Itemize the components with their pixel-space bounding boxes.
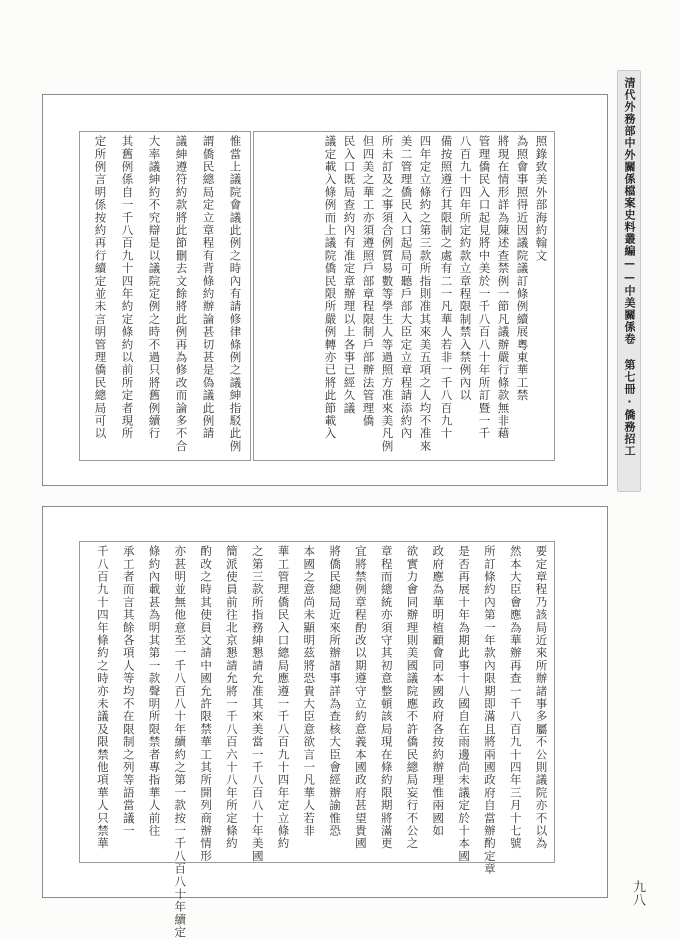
top-document-panel bbox=[42, 94, 608, 486]
text-column: 所未訂及之事須合例質易數等學生人等過照方准來美凡例 bbox=[380, 135, 395, 453]
text-column: 其舊例係自一千八百九十四年約定條約以前所定者現所 bbox=[120, 135, 135, 440]
text-column: 政府應為華明植顧會同本國政府各按約辦理惟兩國如 bbox=[431, 545, 446, 838]
text-column: 但四美之華工亦須遵照戶部章程限制戶部辦法管理僑 bbox=[361, 135, 376, 428]
text-column: 欲實力會同辦理則美國議院應不許僑民總局妄行不公之 bbox=[405, 545, 420, 850]
text-column: 千八百九十四年條約之時亦未議及限禁他項華人只禁華 bbox=[95, 545, 110, 850]
text-column: 議定載入條例而上議院僑民限所嚴例轉亦已將此節載入 bbox=[323, 135, 338, 440]
text-column: 管理僑民入口起見將中美於一千八百八十年所訂暨一千 bbox=[477, 135, 492, 440]
text-column: 華工管理僑民入口總局應遵一千八百九十四年定立條約 bbox=[276, 545, 291, 850]
text-column: 四年定立條約之第三款所指則准其來美五項之人均不准來 bbox=[418, 135, 433, 453]
text-column: 然本大臣會應為華辦再查一千八百九十四年三月十七號 bbox=[508, 545, 523, 850]
text-column: 定所例言明係按約再行續定並未言明管理僑民總局可以 bbox=[93, 135, 108, 440]
text-column: 民入口既局查約內有准定章辦理以上各事已經久議 bbox=[342, 135, 357, 415]
text-column: 為照會事照得近因議院議訂條例續展粵東華工禁 bbox=[515, 135, 530, 402]
text-column: 簡派使員前往北京懇請允將一千八百六十八年所定條約 bbox=[224, 545, 239, 850]
text-column: 之第三款所指務紳懇請允准其來美當一千八百八十年美國 bbox=[250, 545, 265, 863]
text-column: 章程而總統亦須守其初意整頓該局現在條約限期將滿更 bbox=[379, 545, 394, 850]
text-column: 亦甚明並無他意至一千八百八十年續約之第一款按一千八百八十年續定 bbox=[173, 545, 188, 939]
text-column: 備按照遵行其限制之處有二一凡華人若非一千八百九十 bbox=[439, 135, 454, 440]
text-column: 宜將禁例章程酌改以期遵守立約意義本國政府甚望貴國 bbox=[353, 545, 368, 850]
series-title: 清代外務部中外關係檔案史料叢編——中美關係卷 第七冊·僑務招工 bbox=[623, 77, 636, 457]
text-column: 是否再展十年為期此事十八國自在雨邊尚未議定於十本國 bbox=[457, 545, 472, 863]
text-column: 酌改之時其使員文請中國允許限禁華工其所開列商辦情形 bbox=[199, 545, 214, 863]
text-column: 要定章程乃該局近來所辦諸事多屬不公則議院亦不以為 bbox=[534, 545, 549, 850]
text-column: 承工者而言其餘各項人等均不在限制之列等語當議一 bbox=[121, 545, 136, 838]
text-column: 議紳遵符約款將此節刪去文餘將此例再為修改而論多不合 bbox=[174, 135, 189, 453]
page-number: 九八 bbox=[630, 880, 645, 906]
text-column: 八百九十四年所定約款立章程限制禁入禁例內以 bbox=[458, 135, 473, 402]
text-column: 將僑民總局近來所辦諸事詳為查核大臣會經辦諭惟恐 bbox=[328, 545, 343, 838]
text-column: 大率議紳約不究辯是以議院定例之時不過只將舊例續行 bbox=[147, 135, 162, 440]
text-column: 美二管理僑民入口起局可聽戶部大臣定立章程請添約內 bbox=[399, 135, 414, 440]
text-column: 將現在情形詳為陳述查禁例一節凡議辦嚴行條款無非藉 bbox=[496, 135, 511, 440]
bottom-document-panel bbox=[42, 506, 608, 939]
text-column: 所訂條約內第一年款內限期即滿且將兩國政府自當辦酌定章 bbox=[482, 545, 497, 876]
text-column: 本國之意尚未顯明茲將恐貴大臣意欲言一凡華人若非 bbox=[302, 545, 317, 838]
text-column: 惟當上議院會議此例之時內有請修律條例之議紳指駁此例 bbox=[228, 135, 243, 453]
series-title-tab bbox=[617, 70, 641, 492]
text-column: 照錄致美外部海約翰文 bbox=[534, 135, 549, 262]
text-column: 條約內載甚為明其第一款聲明所限禁者專指華人前往 bbox=[147, 545, 162, 838]
text-column: 謂僑民總局定立章程有背條約辦論甚切甚是偽議此例請 bbox=[201, 135, 216, 440]
